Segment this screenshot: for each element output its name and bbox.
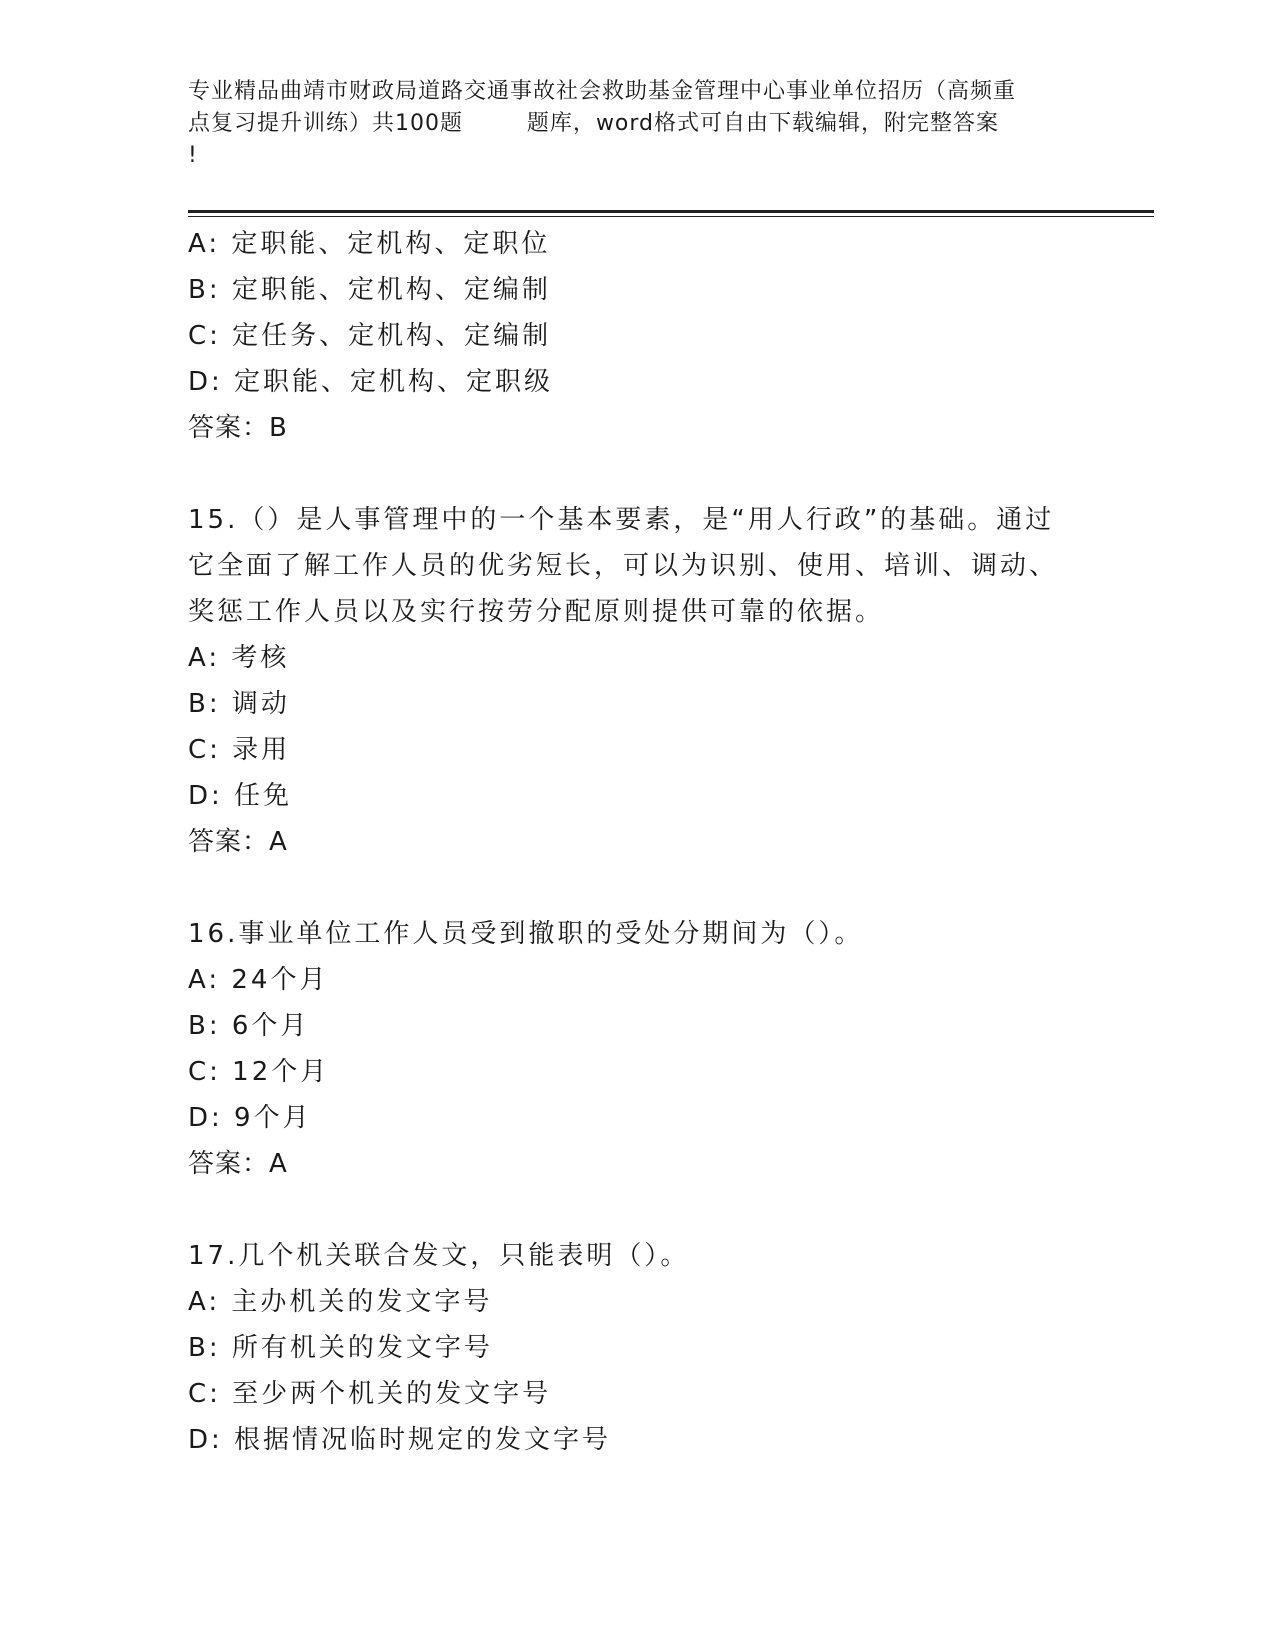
- option-d: D: 定职能、定机构、定职级: [188, 367, 554, 397]
- option-a: A: 定职能、定机构、定职位: [188, 229, 551, 259]
- question-17: [188, 1233, 1088, 1463]
- option-b: B: 所有机关的发文字号: [188, 1333, 493, 1363]
- option-d: D: 根据情况临时规定的发文字号: [188, 1425, 612, 1455]
- spacer: [188, 1187, 1088, 1233]
- header-line-3: !: [188, 143, 198, 168]
- question-text-line: 15.（）是人事管理中的一个基本要素，是“用人行政”的基础。通过: [188, 505, 1055, 535]
- question-text-line: 16.事业单位工作人员受到撤职的受处分期间为（）。: [188, 919, 864, 949]
- option-c: C: 至少两个机关的发文字号: [188, 1379, 552, 1409]
- question-list: [188, 221, 1088, 1463]
- question-14: [188, 221, 1088, 451]
- answer: 答案：B: [188, 413, 288, 443]
- question-text-line: 17.几个机关联合发文，只能表明（）。: [188, 1241, 690, 1271]
- answer: 答案：A: [188, 827, 288, 857]
- question-text-line: 奖惩工作人员以及实行按劳分配原则提供可靠的依据。: [188, 597, 885, 627]
- header-divider-thick: [188, 210, 1154, 213]
- header-line-1: 专业精品曲靖市财政局道路交通事故社会救助基金管理中心事业单位招历（高频重: [188, 79, 1017, 104]
- option-b: B: 定职能、定机构、定编制: [188, 275, 551, 305]
- question-16: [188, 911, 1088, 1187]
- document-header: [188, 76, 1088, 172]
- spacer: [188, 451, 1088, 497]
- option-a: A: 考核: [188, 643, 290, 673]
- answer: 答案：A: [188, 1149, 288, 1179]
- option-d: D: 任免: [188, 781, 293, 811]
- header-divider-thin: [188, 216, 1154, 217]
- question-15: [188, 497, 1088, 865]
- option-b: B: 6个月: [188, 1011, 310, 1041]
- option-c: C: 定任务、定机构、定编制: [188, 321, 552, 351]
- option-a: A: 主办机关的发文字号: [188, 1287, 493, 1317]
- option-b: B: 调动: [188, 689, 290, 719]
- question-text-line: 它全面了解工作人员的优劣短长，可以为识别、使用、培训、调动、: [188, 551, 1059, 581]
- option-c: C: 录用: [188, 735, 291, 765]
- option-c: C: 12个月: [188, 1057, 330, 1087]
- spacer: [188, 865, 1088, 911]
- option-d: D: 9个月: [188, 1103, 312, 1133]
- header-line-2: 点复习提升训练）共100题 题库，word格式可自由下载编辑，附完整答案: [188, 111, 1000, 136]
- option-a: A: 24个月: [188, 965, 329, 995]
